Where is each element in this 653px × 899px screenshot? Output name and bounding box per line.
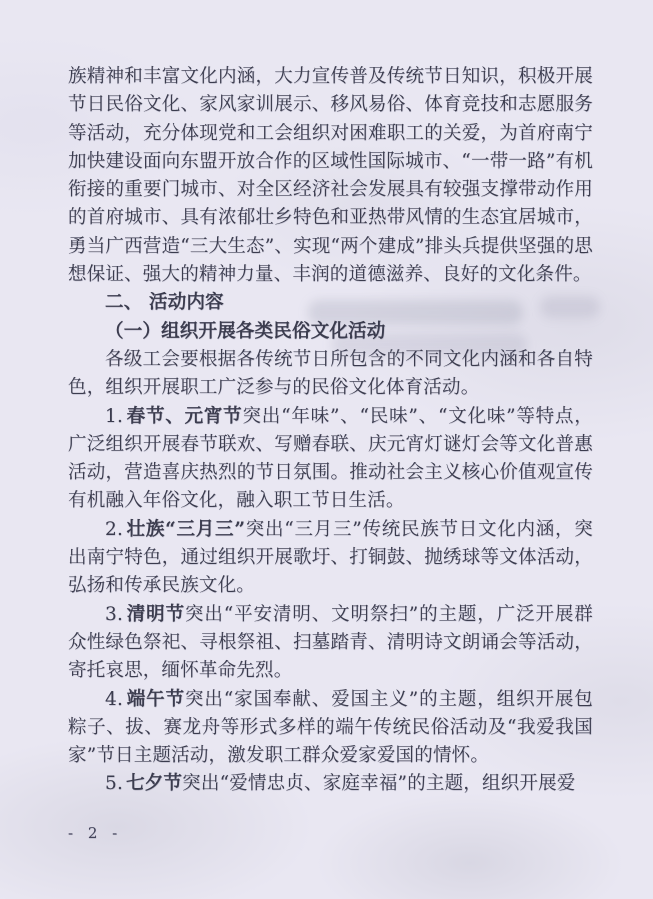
list-item-duanwu: [68, 686, 593, 771]
item-text: 突出“家国奉献、爱国主义”的主题，组织开展包粽子、拔、赛龙舟等形式多样的端午传统民俗活动及“我爱我国家”节日主题活动，激发职工群众爱家爱国的情怀。: [68, 688, 593, 767]
item-festival-name: 壮族“三月三”: [126, 518, 246, 540]
item-number: 5.: [105, 773, 124, 795]
item-festival-name: 清明节: [126, 603, 185, 625]
section-heading: 二、 活动内容: [105, 292, 224, 314]
item-festival-name: 端午节: [126, 688, 185, 710]
paragraph-continuation: 族精神和丰富文化内涵，大力宣传普及传统节日知识，积极开展节日民俗文化、家风家训展示、移风易俗、体育竞技和志愿服务等活动，充分体现党和工会组织对困难职工的关爱，为首府南宁加快建设面向东盟开放合作的区域性国际城市、“一带一路”有机衔接的重要门城市、对全区经济社会发展具有较强支撑带动作用的首府城市、具有浓郁壮乡特色和亚热带风情的生态宜居城市，勇当广西营造“三大生态”、实现“两个建成”排头兵提供坚强的思想保证、强大的精神力量、丰润的道德滋养、良好的文化条件。: [68, 66, 593, 286]
item-number: 3.: [105, 603, 124, 625]
item-number: 2.: [105, 518, 124, 540]
item-festival-name: 春节、元宵节: [126, 405, 243, 427]
item-text: 突出“爱情忠贞、家庭幸福”的主题，组织开展爱: [182, 773, 576, 795]
list-item-qingming: [68, 601, 593, 686]
list-item-qixi: [68, 770, 593, 798]
item-text: 突出“年味”、“民味”、“文化味”等特点，广泛组织开展春节联欢、写赠春联、庆元宵灯谜灯会等文化普惠活动，营造喜庆热烈的节日氛围。推动社会主义核心价值观宣传有机融入年俗文化，融入职工节日生活。: [68, 405, 593, 512]
item-festival-name: 七夕节: [126, 773, 183, 795]
item-text: 突出“平安清明、文明祭扫”的主题，广泛开展群众性绿色祭祀、寻根祭祖、扫墓踏青、清明诗文朗诵会等活动，寄托哀思，缅怀革命先烈。: [68, 603, 593, 682]
document-body: [68, 63, 593, 799]
list-item-spring-festival: [68, 403, 593, 516]
item-number: 1.: [105, 405, 124, 427]
paragraph-overview: 各级工会要根据各传统节日所包含的不同文化内涵和各自特色，组织开展职工广泛参与的民俗文化体育活动。: [68, 348, 593, 399]
subsection-heading: （一）组织开展各类民俗文化活动: [105, 320, 386, 342]
list-item-sanyuesan: [68, 516, 593, 601]
page-number: - 2 -: [68, 824, 123, 842]
item-number: 4.: [105, 688, 124, 710]
item-text: 突出“三月三”传统民族节日文化内涵，突出南宁特色，通过组织开展歌圩、打铜鼓、抛绣球等文体活动，弘扬和传承民族文化。: [68, 518, 594, 597]
